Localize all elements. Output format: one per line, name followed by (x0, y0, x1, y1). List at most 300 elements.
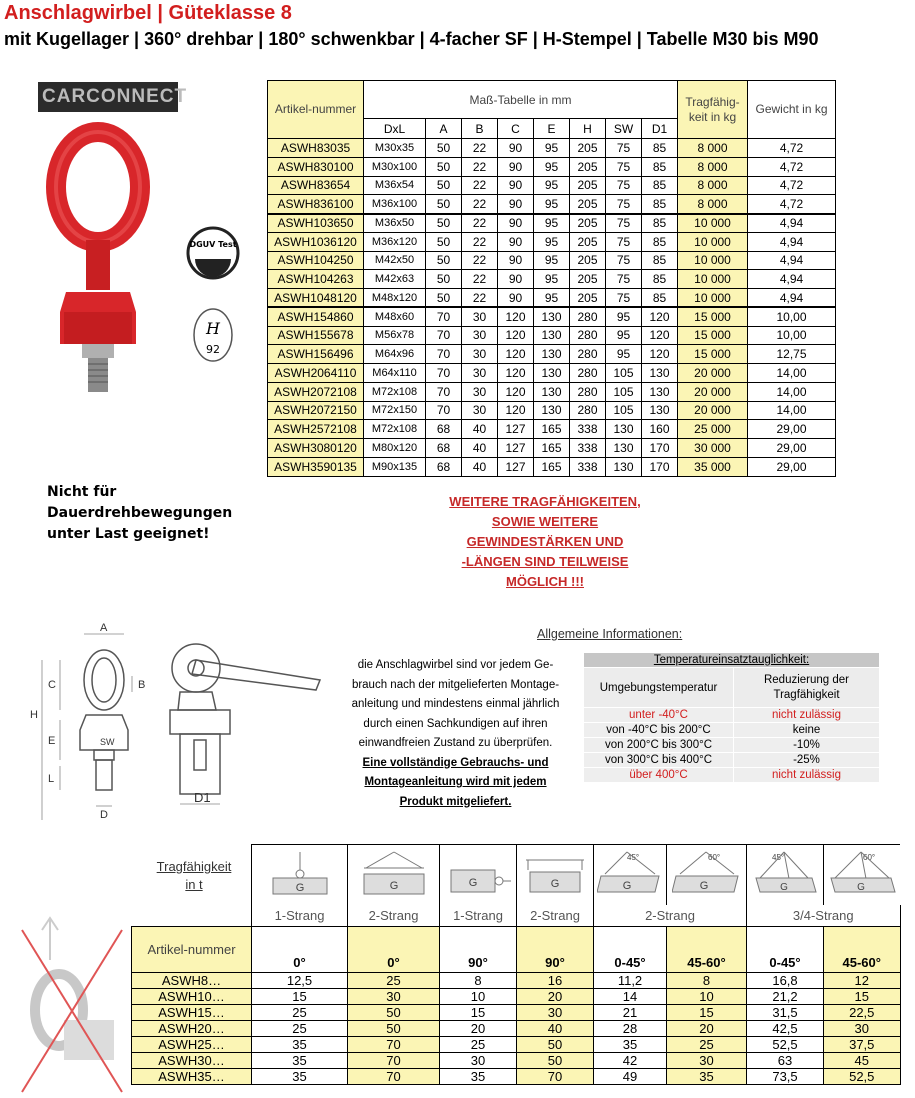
load-value: 20 (517, 989, 594, 1005)
dim-col-header: D1 (642, 119, 678, 139)
dim-value: 90 (498, 270, 534, 289)
dim-value: 130 (534, 307, 570, 326)
load-value: 35 (252, 1069, 348, 1085)
dim-value: 30 (462, 401, 498, 420)
svg-text:G: G (389, 880, 398, 893)
dim-value: 50 (426, 176, 462, 195)
dim-value: 280 (570, 382, 606, 401)
dim-value: M72x108 (364, 382, 426, 401)
load-table-heading: Tragfähigkeit in t (156, 859, 232, 892)
svg-text:G: G (699, 880, 708, 893)
dim-value: 338 (570, 457, 606, 476)
dim-value: 205 (570, 176, 606, 195)
load-value: 16 (517, 973, 594, 989)
load-value: 20 000 (678, 401, 748, 420)
dim-value: 50 (426, 139, 462, 158)
load-value: 42,5 (747, 1021, 824, 1037)
load-value: 12,5 (252, 973, 348, 989)
load-value: 25 (667, 1037, 747, 1053)
weight-value: 4,94 (748, 214, 836, 233)
header-weight: Gewicht in kg (748, 81, 836, 139)
dim-value: 130 (534, 401, 570, 420)
angle-label: 45-60° (667, 953, 747, 973)
load-value: 14 (594, 989, 667, 1005)
dimensions-table (267, 80, 836, 477)
dim-value: 90 (498, 214, 534, 233)
dim-value: 75 (606, 214, 642, 233)
table-row (268, 401, 836, 420)
dim-value: 120 (498, 326, 534, 345)
load-value: 25 (252, 1021, 348, 1037)
load-value: 30 (517, 1005, 594, 1021)
load-value: 50 (348, 1021, 440, 1037)
dim-value: M48x60 (364, 307, 426, 326)
angle-label: 0° (252, 953, 348, 973)
dim-value: 130 (534, 345, 570, 364)
temp-reduction: nicht zulässig (734, 708, 880, 723)
dim-value: 95 (606, 345, 642, 364)
dim-value: M36x54 (364, 176, 426, 195)
article-number: ASWH103650 (268, 214, 364, 233)
dim-value: 22 (462, 270, 498, 289)
weight-value: 4,72 (748, 195, 836, 214)
dim-value: 130 (642, 382, 678, 401)
load-value: 15 000 (678, 345, 748, 364)
page-subtitle: mit Kugellager | 360° drehbar | 180° schwenkbar | 4-facher SF | H-Stempel | Tabelle M30 bis M90 (4, 29, 819, 49)
dim-value: M42x50 (364, 251, 426, 270)
svg-text:92: 92 (206, 343, 220, 356)
angle-label: 0-45° (594, 953, 667, 973)
usage-note: Nicht für Dauerdrehbewegungen unter Last geeignet! (47, 484, 233, 542)
dim-value: 120 (642, 326, 678, 345)
dim-value: 105 (606, 382, 642, 401)
dim-value: 85 (642, 176, 678, 195)
load-value: 37,5 (824, 1037, 901, 1053)
temp-range: unter -40°C (584, 708, 734, 723)
dim-value: 75 (606, 195, 642, 214)
dim-value: 90 (498, 232, 534, 251)
angle-label: 90° (440, 953, 517, 973)
table-row (132, 989, 901, 1005)
dim-value: 105 (606, 364, 642, 383)
dim-value: 130 (534, 326, 570, 345)
icon-1-strand-0 (252, 845, 348, 905)
table-row (268, 457, 836, 476)
weight-value: 10,00 (748, 307, 836, 326)
table-row (268, 214, 836, 233)
dim-value: 85 (642, 195, 678, 214)
dim-value: 50 (426, 232, 462, 251)
dim-value: 68 (426, 439, 462, 458)
svg-text:G: G (622, 880, 632, 893)
icon-1-strand-90 (440, 845, 517, 905)
dim-value: M36x50 (364, 214, 426, 233)
article-number: ASWH83654 (268, 176, 364, 195)
load-value: 35 (252, 1053, 348, 1069)
angle-label: 0-45° (747, 953, 824, 973)
temp-row (584, 753, 880, 768)
svg-text:45°: 45° (772, 853, 785, 863)
temp-row (584, 768, 880, 783)
article-number: ASWH25… (132, 1037, 252, 1053)
dim-value: 120 (498, 307, 534, 326)
svg-text:A: A (100, 622, 108, 634)
dim-value: 130 (606, 439, 642, 458)
dim-value: 70 (426, 382, 462, 401)
dim-value: M36x100 (364, 195, 426, 214)
temperature-table (583, 652, 880, 783)
weight-value: 4,94 (748, 251, 836, 270)
load-value: 70 (517, 1069, 594, 1085)
load-value: 8 (667, 973, 747, 989)
table-row (268, 289, 836, 308)
load-value: 15 (824, 989, 901, 1005)
technical-drawing (20, 620, 340, 830)
dim-value: 127 (498, 439, 534, 458)
load-value: 21,2 (747, 989, 824, 1005)
dim-value: 205 (570, 195, 606, 214)
dim-col-header: H (570, 119, 606, 139)
dim-value: 90 (498, 251, 534, 270)
article-number: ASWH83035 (268, 139, 364, 158)
load-value: 50 (348, 1005, 440, 1021)
load-value: 10 000 (678, 214, 748, 233)
dim-value: M80x120 (364, 439, 426, 458)
dim-value: 205 (570, 157, 606, 176)
load-value: 16,8 (747, 973, 824, 989)
table-row (268, 139, 836, 158)
strand-label: 2-Strang (517, 905, 594, 927)
temp-reduction: nicht zulässig (734, 768, 880, 783)
load-value: 30 (824, 1021, 901, 1037)
weight-value: 14,00 (748, 401, 836, 420)
load-capacity-table (131, 844, 901, 1085)
load-value: 30 (348, 989, 440, 1005)
temp-header-reduction: Reduzierung der Tragfähigkeit (734, 668, 880, 708)
general-info-heading: Allgemeine Informationen: (537, 627, 683, 641)
dim-value: 130 (534, 364, 570, 383)
temp-range: von 300°C bis 400°C (584, 753, 734, 768)
weight-value: 4,72 (748, 139, 836, 158)
dim-value: M64x96 (364, 345, 426, 364)
dim-value: 22 (462, 251, 498, 270)
dim-value: 30 (462, 326, 498, 345)
more-options-note: WEITERE TRAGFÄHIGKEITEN, SOWIE WEITERE GEWINDESTÄRKEN UND -LÄNGEN SIND TEILWEISE MÖGLICH !!! (449, 494, 641, 589)
table-row (132, 1069, 901, 1085)
load-value: 45 (824, 1053, 901, 1069)
article-number: ASWH2072108 (268, 382, 364, 401)
weight-value: 4,94 (748, 289, 836, 308)
dim-value: M56x78 (364, 326, 426, 345)
dim-value: 130 (606, 457, 642, 476)
dim-value: 120 (642, 307, 678, 326)
dim-col-header: B (462, 119, 498, 139)
dim-value: 22 (462, 214, 498, 233)
table-row (132, 973, 901, 989)
dim-value: M72x108 (364, 420, 426, 439)
table-row (268, 345, 836, 364)
article-number: ASWH2572108 (268, 420, 364, 439)
dim-value: 130 (642, 401, 678, 420)
load-value: 35 000 (678, 457, 748, 476)
dim-value: 95 (534, 289, 570, 308)
article-number: ASWH2064110 (268, 364, 364, 383)
article-number: ASWH830100 (268, 157, 364, 176)
load-value: 35 (594, 1037, 667, 1053)
article-number: ASWH15… (132, 1005, 252, 1021)
temp-header-ambient: Umgebungstemperatur (584, 668, 734, 708)
angle-label: 0° (348, 953, 440, 973)
dim-value: 165 (534, 420, 570, 439)
svg-text:SW: SW (100, 737, 115, 747)
dim-value: 90 (498, 289, 534, 308)
dim-value: 90 (498, 195, 534, 214)
dim-value: 85 (642, 289, 678, 308)
svg-text:60°: 60° (707, 853, 720, 863)
dim-value: 338 (570, 439, 606, 458)
dim-value: 75 (606, 289, 642, 308)
table-row (268, 270, 836, 289)
dim-value: 280 (570, 364, 606, 383)
load-value: 30 (440, 1053, 517, 1069)
temp-row (584, 723, 880, 738)
weight-value: 4,94 (748, 232, 836, 251)
load-value: 70 (348, 1037, 440, 1053)
dim-value: 50 (426, 251, 462, 270)
dim-value: 75 (606, 251, 642, 270)
dim-value: 120 (498, 382, 534, 401)
table-row (132, 1005, 901, 1021)
table-row (268, 420, 836, 439)
dim-value: 170 (642, 457, 678, 476)
h-stamp-icon (191, 307, 235, 363)
load-value: 25 000 (678, 420, 748, 439)
load-value: 15 (667, 1005, 747, 1021)
load-value: 8 000 (678, 157, 748, 176)
dim-value: 75 (606, 270, 642, 289)
icon-2-strand-45-60 (667, 845, 747, 905)
dim-value: 30 (462, 307, 498, 326)
load-value: 15 000 (678, 326, 748, 345)
svg-text:G: G (468, 877, 478, 890)
table-row (268, 382, 836, 401)
dim-value: 22 (462, 139, 498, 158)
article-number: ASWH20… (132, 1021, 252, 1037)
dim-value: 68 (426, 457, 462, 476)
svg-text:DGUV Test: DGUV Test (189, 240, 237, 249)
dim-value: M90x135 (364, 457, 426, 476)
article-number: ASWH2072150 (268, 401, 364, 420)
table-row (268, 195, 836, 214)
svg-text:D: D (100, 809, 108, 821)
dim-value: 165 (534, 439, 570, 458)
dim-value: 95 (534, 214, 570, 233)
load-value: 10 000 (678, 232, 748, 251)
load-value: 20 000 (678, 382, 748, 401)
article-number: ASWH104263 (268, 270, 364, 289)
angle-label: 90° (517, 953, 594, 973)
svg-text:D1: D1 (194, 790, 211, 805)
dim-value: 50 (426, 270, 462, 289)
dim-value: 85 (642, 139, 678, 158)
dim-value: M36x120 (364, 232, 426, 251)
brand-logo: CARCONNECT (38, 82, 178, 112)
load-value: 15 (440, 1005, 517, 1021)
dim-value: 95 (534, 195, 570, 214)
page-title: Anschlagwirbel | Güteklasse 8 (4, 2, 292, 24)
dim-value: 280 (570, 401, 606, 420)
dim-value: 120 (642, 345, 678, 364)
article-number: ASWH10… (132, 989, 252, 1005)
table-row (132, 1037, 901, 1053)
load-value: 10 000 (678, 251, 748, 270)
weight-value: 14,00 (748, 382, 836, 401)
svg-text:G: G (550, 878, 560, 891)
general-info-text: die Anschlagwirbel sind vor jedem Ge- brauch nach der mitgelieferten Montage- anleitung und mindestens einmal jährlich durch einen Sachkundigen auf ihren einwandfreien Zustand zu überprüfen. Eine vollständige Gebrauchs- und Montageanleitung wird mit jedem Produkt mitgeliefert. (351, 659, 560, 808)
dim-value: 40 (462, 420, 498, 439)
dim-value: 70 (426, 345, 462, 364)
dim-value: 90 (498, 139, 534, 158)
load-value: 20 000 (678, 364, 748, 383)
header-load: Tragfähig-keit in kg (678, 81, 748, 139)
load-value: 20 (440, 1021, 517, 1037)
dim-value: 127 (498, 457, 534, 476)
dim-value: M48x120 (364, 289, 426, 308)
svg-text:G: G (295, 882, 304, 895)
weight-value: 29,00 (748, 420, 836, 439)
weight-value: 29,00 (748, 439, 836, 458)
dim-value: 22 (462, 289, 498, 308)
svg-text:60°: 60° (863, 853, 876, 863)
load-value: 8 000 (678, 195, 748, 214)
dim-value: 40 (462, 457, 498, 476)
load-value: 15 000 (678, 307, 748, 326)
load-value: 63 (747, 1053, 824, 1069)
dim-value: 30 (462, 345, 498, 364)
load-value: 10 (667, 989, 747, 1005)
table-row (268, 364, 836, 383)
load-value: 21 (594, 1005, 667, 1021)
dim-col-header: SW (606, 119, 642, 139)
header-article: Artikel-nummer (268, 81, 364, 139)
dim-value: M64x110 (364, 364, 426, 383)
table-row (132, 1021, 901, 1037)
dim-value: 120 (498, 401, 534, 420)
dim-value: M72x150 (364, 401, 426, 420)
table-row (268, 157, 836, 176)
svg-text:G: G (780, 882, 788, 894)
temp-row (584, 738, 880, 753)
temp-reduction: -25% (734, 753, 880, 768)
dim-value: 75 (606, 176, 642, 195)
dim-value: 205 (570, 139, 606, 158)
load-value: 28 (594, 1021, 667, 1037)
load-value: 25 (252, 1005, 348, 1021)
load-value: 10 (440, 989, 517, 1005)
svg-text:C: C (48, 679, 56, 691)
dim-value: 95 (534, 157, 570, 176)
load-value: 40 (517, 1021, 594, 1037)
dim-value: 130 (606, 420, 642, 439)
strand-label: 1-Strang (252, 905, 348, 927)
table-row (268, 439, 836, 458)
dim-value: 70 (426, 326, 462, 345)
weight-value: 4,94 (748, 270, 836, 289)
weight-value: 10,00 (748, 326, 836, 345)
load-value: 20 (667, 1021, 747, 1037)
article-number: ASWH155678 (268, 326, 364, 345)
dim-value: 50 (426, 214, 462, 233)
article-number: ASWH156496 (268, 345, 364, 364)
dim-value: 170 (642, 439, 678, 458)
dim-value: 105 (606, 401, 642, 420)
dim-value: 85 (642, 270, 678, 289)
dguv-test-icon (185, 225, 241, 281)
load-value: 50 (517, 1037, 594, 1053)
load-value: 50 (517, 1053, 594, 1069)
load-value: 10 000 (678, 289, 748, 308)
icon-2-strand-90 (517, 845, 594, 905)
weight-value: 12,75 (748, 345, 836, 364)
dim-value: 70 (426, 307, 462, 326)
dim-value: 338 (570, 420, 606, 439)
svg-text:G: G (857, 882, 865, 894)
dim-value: 22 (462, 157, 498, 176)
dim-col-header: DxL (364, 119, 426, 139)
article-number: ASWH3590135 (268, 457, 364, 476)
dim-value: 30 (462, 364, 498, 383)
icon-34-strand-45-60 (824, 845, 901, 905)
load-value: 31,5 (747, 1005, 824, 1021)
dim-value: 120 (498, 364, 534, 383)
temp-range: von 200°C bis 300°C (584, 738, 734, 753)
load-value: 52,5 (824, 1069, 901, 1085)
load-header-article: Artikel-nummer (132, 927, 252, 973)
load-value: 30 (667, 1053, 747, 1069)
svg-text:L: L (48, 773, 55, 785)
dim-value: 75 (606, 157, 642, 176)
article-number: ASWH30… (132, 1053, 252, 1069)
dim-value: 280 (570, 307, 606, 326)
dim-value: 280 (570, 326, 606, 345)
weight-value: 29,00 (748, 457, 836, 476)
load-value: 35 (667, 1069, 747, 1085)
dim-value: 85 (642, 157, 678, 176)
dim-value: 120 (498, 345, 534, 364)
table-row (268, 307, 836, 326)
dim-value: 205 (570, 214, 606, 233)
dim-value: 160 (642, 420, 678, 439)
dim-value: 165 (534, 457, 570, 476)
load-value: 35 (252, 1037, 348, 1053)
dim-value: 75 (606, 139, 642, 158)
dim-value: 280 (570, 345, 606, 364)
load-value: 73,5 (747, 1069, 824, 1085)
temp-range: über 400°C (584, 768, 734, 783)
dim-value: 130 (534, 382, 570, 401)
dim-value: 205 (570, 232, 606, 251)
table-row (268, 232, 836, 251)
icon-2-strand-0-45 (594, 845, 667, 905)
dim-value: 50 (426, 157, 462, 176)
load-value: 70 (348, 1053, 440, 1069)
dim-value: 68 (426, 420, 462, 439)
weight-value: 4,72 (748, 176, 836, 195)
load-value: 30 000 (678, 439, 748, 458)
dim-value: 95 (534, 139, 570, 158)
icon-2-strand-0 (348, 845, 440, 905)
dim-value: 50 (426, 195, 462, 214)
